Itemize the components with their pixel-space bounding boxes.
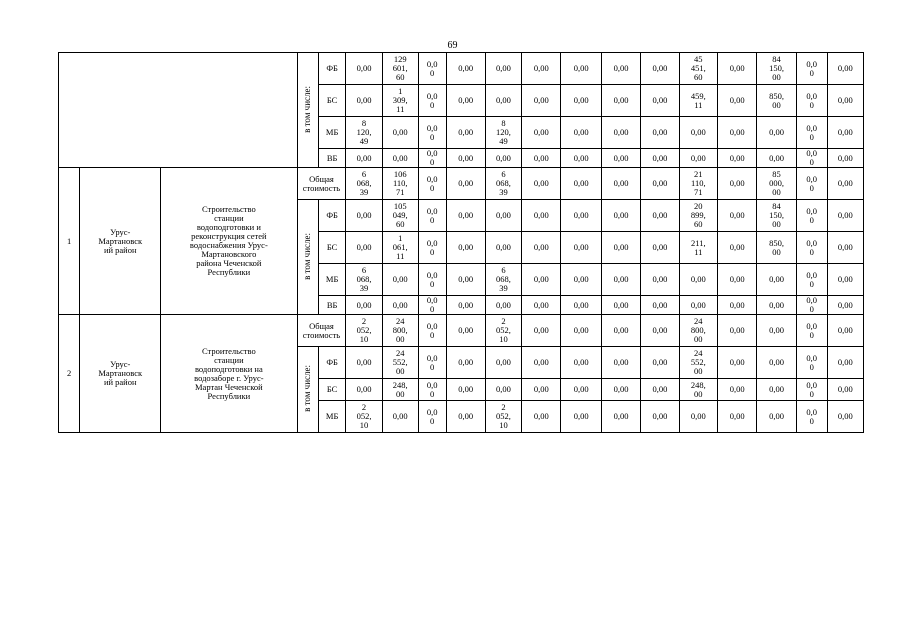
value-cell: 0,00: [522, 117, 561, 149]
value-cell: 0,00: [641, 232, 679, 264]
value-cell: 0,00: [827, 53, 863, 85]
value-cell: 0,00: [717, 347, 756, 379]
value-cell: 0,00: [827, 232, 863, 264]
in-that-number-text: в том числе:: [302, 365, 313, 412]
value-cell: 0,00: [446, 168, 485, 200]
table-row: [59, 53, 864, 85]
value-cell: 24 552, 00: [679, 347, 717, 379]
value-cell: 0,00: [485, 296, 521, 315]
value-cell: 0,00: [485, 232, 521, 264]
value-cell: 24 800, 00: [679, 315, 717, 347]
value-cell: 0,0 0: [796, 232, 827, 264]
value-cell: 0,00: [382, 401, 418, 433]
value-cell: 0,00: [382, 264, 418, 296]
value-cell: 211, 11: [679, 232, 717, 264]
value-cell: 0,00: [757, 401, 796, 433]
value-cell: 0,0 0: [418, 53, 446, 85]
value-cell: 6 068, 39: [346, 168, 382, 200]
fund-code: БС: [318, 232, 346, 264]
value-cell: 0,0 0: [418, 117, 446, 149]
value-cell: 0,00: [641, 117, 679, 149]
value-cell: 0,00: [561, 401, 601, 433]
fund-code: МБ: [318, 264, 346, 296]
value-cell: 0,00: [522, 379, 561, 401]
value-cell: 0,00: [717, 296, 756, 315]
value-cell: 0,00: [446, 85, 485, 117]
value-cell: 0,00: [601, 200, 640, 232]
value-cell: 0,00: [717, 315, 756, 347]
in-that-number-label: [297, 53, 318, 168]
value-cell: 0,00: [382, 149, 418, 168]
value-cell: 0,00: [601, 53, 640, 85]
value-cell: 24 552, 00: [382, 347, 418, 379]
project-description: Строительство станции водоподготовки на водозаборе г. Урус- Мартан Чеченской Республики: [161, 315, 297, 433]
value-cell: 0,00: [522, 200, 561, 232]
value-cell: 0,00: [601, 401, 640, 433]
value-cell: 1 309, 11: [382, 85, 418, 117]
value-cell: 0,00: [641, 168, 679, 200]
continuation-blank: [59, 53, 298, 168]
value-cell: 0,00: [717, 117, 756, 149]
value-cell: 0,00: [827, 347, 863, 379]
value-cell: 0,00: [522, 53, 561, 85]
fund-code: БС: [318, 85, 346, 117]
value-cell: 0,00: [601, 347, 640, 379]
value-cell: 0,00: [446, 200, 485, 232]
value-cell: 0,00: [522, 168, 561, 200]
value-cell: 0,0 0: [796, 296, 827, 315]
value-cell: 0,00: [641, 401, 679, 433]
value-cell: 0,00: [522, 149, 561, 168]
value-cell: 0,00: [641, 85, 679, 117]
value-cell: 0,00: [757, 379, 796, 401]
page-number: 69: [447, 40, 458, 51]
table-row: [59, 315, 864, 347]
in-that-number-label: [297, 200, 318, 315]
value-cell: 0,00: [561, 232, 601, 264]
value-cell: 20 899, 60: [679, 200, 717, 232]
value-cell: 0,0 0: [418, 85, 446, 117]
budget-table: [58, 52, 864, 433]
value-cell: 0,00: [717, 264, 756, 296]
value-cell: 0,00: [346, 85, 382, 117]
value-cell: 0,0 0: [418, 315, 446, 347]
value-cell: 0,0 0: [796, 149, 827, 168]
fund-code: ВБ: [318, 149, 346, 168]
value-cell: 0,0 0: [418, 149, 446, 168]
value-cell: 850, 00: [757, 85, 796, 117]
value-cell: 0,00: [641, 149, 679, 168]
value-cell: 0,00: [827, 379, 863, 401]
value-cell: 105 049, 60: [382, 200, 418, 232]
value-cell: 1 061, 11: [382, 232, 418, 264]
value-cell: 0,00: [679, 401, 717, 433]
value-cell: 2 052, 10: [485, 401, 521, 433]
value-cell: 0,00: [641, 379, 679, 401]
value-cell: 0,00: [346, 296, 382, 315]
value-cell: 0,00: [717, 53, 756, 85]
value-cell: 0,00: [522, 401, 561, 433]
value-cell: 0,00: [561, 117, 601, 149]
value-cell: 0,00: [485, 379, 521, 401]
value-cell: 0,00: [561, 200, 601, 232]
value-cell: 0,00: [827, 168, 863, 200]
value-cell: 8 120, 49: [346, 117, 382, 149]
region-name: Урус- Мартановск ий район: [80, 168, 161, 315]
value-cell: 0,00: [522, 315, 561, 347]
value-cell: 0,0 0: [418, 296, 446, 315]
value-cell: 2 052, 10: [485, 315, 521, 347]
value-cell: 0,0 0: [418, 200, 446, 232]
value-cell: 0,00: [641, 347, 679, 379]
value-cell: 248, 00: [679, 379, 717, 401]
value-cell: 0,00: [757, 117, 796, 149]
value-cell: 6 068, 39: [346, 264, 382, 296]
value-cell: 0,00: [561, 53, 601, 85]
value-cell: 459, 11: [679, 85, 717, 117]
value-cell: 0,00: [382, 117, 418, 149]
value-cell: 0,00: [561, 85, 601, 117]
value-cell: 0,0 0: [796, 168, 827, 200]
value-cell: 84 150, 00: [757, 53, 796, 85]
value-cell: 2 052, 10: [346, 401, 382, 433]
value-cell: 0,00: [757, 315, 796, 347]
value-cell: 0,0 0: [796, 85, 827, 117]
value-cell: 0,00: [601, 232, 640, 264]
value-cell: 0,0 0: [418, 379, 446, 401]
value-cell: 0,00: [641, 200, 679, 232]
fund-code: БС: [318, 379, 346, 401]
row-number: 1: [59, 168, 80, 315]
in-that-number-text: в том числе:: [302, 232, 313, 280]
value-cell: 84 150, 00: [757, 200, 796, 232]
value-cell: 0,00: [446, 232, 485, 264]
value-cell: 0,00: [717, 85, 756, 117]
value-cell: 0,00: [757, 149, 796, 168]
value-cell: 0,00: [346, 379, 382, 401]
value-cell: 0,00: [446, 149, 485, 168]
value-cell: 0,00: [446, 53, 485, 85]
value-cell: 0,00: [717, 401, 756, 433]
value-cell: 0,00: [446, 347, 485, 379]
value-cell: 0,00: [561, 149, 601, 168]
fund-code: МБ: [318, 401, 346, 433]
value-cell: 0,00: [561, 347, 601, 379]
project-description: Строительство станции водоподготовки и реконструкция сетей водоснабжения Урус- Мартановского района Чеченской Республики: [161, 168, 297, 315]
value-cell: 0,00: [382, 296, 418, 315]
table-row: [59, 168, 864, 200]
value-cell: 0,00: [679, 296, 717, 315]
value-cell: 0,00: [717, 232, 756, 264]
row-number: 2: [59, 315, 80, 433]
fund-code: ФБ: [318, 53, 346, 85]
value-cell: 0,00: [485, 85, 521, 117]
value-cell: 0,00: [717, 168, 756, 200]
value-cell: 0,00: [522, 296, 561, 315]
value-cell: 0,0 0: [796, 53, 827, 85]
value-cell: 0,00: [641, 315, 679, 347]
value-cell: 0,0 0: [418, 347, 446, 379]
in-that-number-label: [297, 347, 318, 433]
value-cell: 0,00: [522, 347, 561, 379]
value-cell: 0,00: [827, 296, 863, 315]
value-cell: 0,00: [346, 347, 382, 379]
value-cell: 0,00: [446, 379, 485, 401]
value-cell: 0,00: [346, 53, 382, 85]
value-cell: 8 120, 49: [485, 117, 521, 149]
value-cell: 0,00: [522, 264, 561, 296]
value-cell: 0,0 0: [796, 379, 827, 401]
in-that-number-text: в том числе:: [302, 85, 313, 133]
value-cell: 0,00: [601, 117, 640, 149]
value-cell: 0,0 0: [796, 264, 827, 296]
value-cell: 0,00: [561, 168, 601, 200]
value-cell: 0,00: [485, 347, 521, 379]
value-cell: 0,0 0: [796, 117, 827, 149]
value-cell: 850, 00: [757, 232, 796, 264]
value-cell: 0,00: [561, 315, 601, 347]
value-cell: 0,00: [827, 149, 863, 168]
value-cell: 0,00: [827, 264, 863, 296]
value-cell: 45 451, 60: [679, 53, 717, 85]
value-cell: 24 800, 00: [382, 315, 418, 347]
value-cell: 0,00: [717, 200, 756, 232]
value-cell: 0,00: [641, 264, 679, 296]
value-cell: 0,00: [641, 296, 679, 315]
value-cell: 0,00: [601, 168, 640, 200]
value-cell: 0,0 0: [418, 401, 446, 433]
value-cell: 0,00: [522, 85, 561, 117]
value-cell: 0,00: [446, 264, 485, 296]
value-cell: 0,00: [522, 232, 561, 264]
value-cell: 0,00: [757, 296, 796, 315]
total-cost-label: Общая стоимость: [297, 315, 346, 347]
value-cell: 0,00: [757, 347, 796, 379]
value-cell: 106 110, 71: [382, 168, 418, 200]
value-cell: 248, 00: [382, 379, 418, 401]
value-cell: 0,0 0: [418, 168, 446, 200]
value-cell: 21 110, 71: [679, 168, 717, 200]
value-cell: 0,00: [601, 296, 640, 315]
value-cell: 0,00: [346, 232, 382, 264]
value-cell: 0,00: [827, 200, 863, 232]
value-cell: 6 068, 39: [485, 168, 521, 200]
fund-code: ФБ: [318, 200, 346, 232]
value-cell: 0,00: [601, 149, 640, 168]
value-cell: 0,0 0: [796, 315, 827, 347]
fund-code: ФБ: [318, 347, 346, 379]
value-cell: 85 000, 00: [757, 168, 796, 200]
value-cell: 0,00: [827, 315, 863, 347]
value-cell: 0,0 0: [418, 232, 446, 264]
value-cell: 0,00: [679, 117, 717, 149]
total-cost-label: Общая стоимость: [297, 168, 346, 200]
value-cell: 0,00: [485, 53, 521, 85]
value-cell: 0,0 0: [418, 264, 446, 296]
value-cell: 0,00: [485, 149, 521, 168]
value-cell: 0,00: [679, 264, 717, 296]
value-cell: 0,00: [446, 117, 485, 149]
value-cell: 0,00: [601, 85, 640, 117]
value-cell: 129 601, 60: [382, 53, 418, 85]
fund-code: МБ: [318, 117, 346, 149]
value-cell: 0,00: [679, 149, 717, 168]
value-cell: 0,00: [827, 85, 863, 117]
value-cell: 0,00: [757, 264, 796, 296]
fund-code: ВБ: [318, 296, 346, 315]
value-cell: 0,00: [485, 200, 521, 232]
value-cell: 0,00: [561, 264, 601, 296]
value-cell: 0,00: [446, 315, 485, 347]
value-cell: 0,00: [346, 149, 382, 168]
value-cell: 0,00: [641, 53, 679, 85]
value-cell: 0,0 0: [796, 347, 827, 379]
region-name: Урус- Мартановск ий район: [80, 315, 161, 433]
value-cell: 0,00: [561, 296, 601, 315]
value-cell: 0,00: [601, 264, 640, 296]
value-cell: 6 068, 39: [485, 264, 521, 296]
value-cell: 0,0 0: [796, 401, 827, 433]
value-cell: 0,00: [446, 296, 485, 315]
value-cell: 0,00: [346, 200, 382, 232]
value-cell: 0,00: [561, 379, 601, 401]
value-cell: 0,00: [446, 401, 485, 433]
value-cell: 0,00: [827, 117, 863, 149]
value-cell: 0,00: [601, 315, 640, 347]
value-cell: 0,00: [601, 379, 640, 401]
value-cell: 0,00: [717, 379, 756, 401]
value-cell: 0,0 0: [796, 200, 827, 232]
value-cell: 0,00: [827, 401, 863, 433]
value-cell: 0,00: [717, 149, 756, 168]
value-cell: 2 052, 10: [346, 315, 382, 347]
